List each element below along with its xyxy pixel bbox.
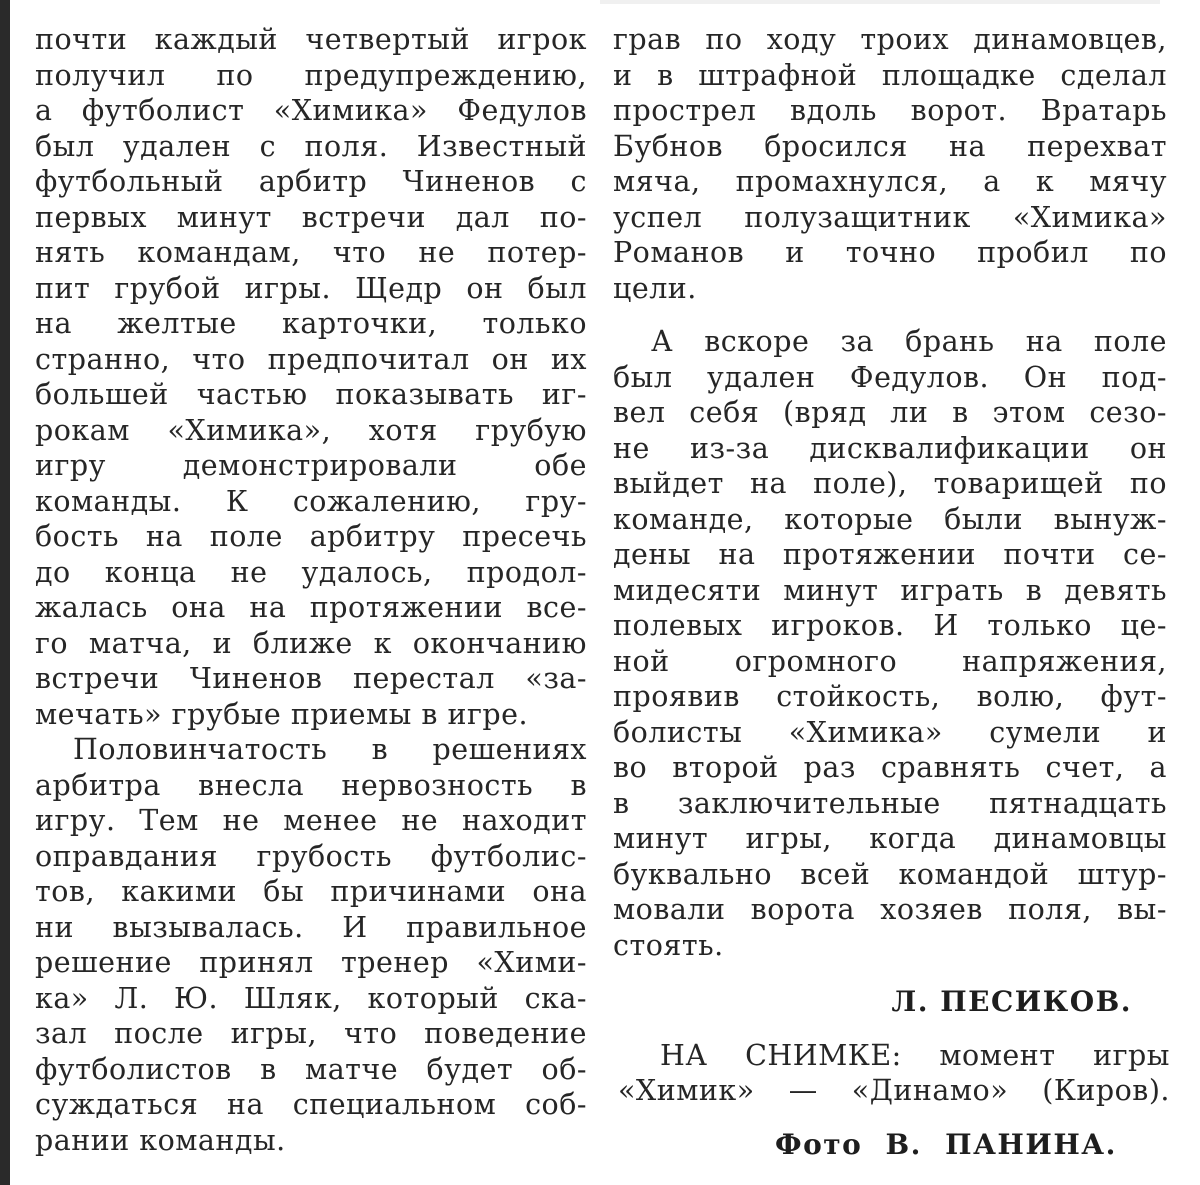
text-line: успел полузащитник «Химика» <box>613 200 1167 234</box>
left-column <box>35 22 587 1158</box>
column-rule <box>0 0 10 1185</box>
text-line: был удален с поля. Известный <box>35 129 587 163</box>
text-line: нять командам, что не потер- <box>35 236 587 269</box>
author-signature: Л. ПЕСИКОВ. <box>891 985 1132 1018</box>
text-line: арбитра внесла нервозность в <box>35 768 587 802</box>
text-line: минут игры, когда динамовцы <box>613 822 1167 855</box>
text-line: пит грубой игры. Щедр он был <box>35 271 587 305</box>
text-line: болисты «Химика» сумели и <box>613 715 1167 749</box>
text-line: игру. Тем не менее не находит <box>35 804 587 837</box>
text-line: грав по ходу троих динамовцев, <box>613 23 1167 56</box>
text-line: выйдет на поле), товарищей по <box>613 467 1167 500</box>
text-line: дены на протяжении почти се- <box>613 538 1167 571</box>
text-line: игру демонстрировали обе <box>35 449 587 482</box>
photo-caption <box>618 1038 1170 1108</box>
text-line: ной огромного напряжения, <box>613 644 1167 678</box>
photo-credit: Фото В. ПАНИНА. <box>775 1128 1117 1161</box>
text-line: ни вызывалась. И правильное <box>35 910 587 944</box>
text-line: футболистов в матче будет об- <box>35 1052 587 1086</box>
text-line: команде, которые были вынуж- <box>613 502 1167 536</box>
text-line: Романов и точно пробил по <box>613 236 1167 269</box>
text-line: мечать» грубые приемы в игре. <box>35 697 529 731</box>
text-line: ка» Л. Ю. Шляк, который ска- <box>35 981 587 1015</box>
text-line: футбольный арбитр Чиненов с <box>35 165 587 198</box>
text-line: не из-за дисквалификации он <box>613 431 1167 465</box>
paragraph-gap <box>613 306 1167 324</box>
text-line: до конца не удалось, продол- <box>35 555 587 589</box>
text-line: мидесяти минут играть в девять <box>613 573 1167 607</box>
text-line: бость на поле арбитру пресечь <box>35 520 587 553</box>
top-edge <box>600 0 1160 4</box>
text-line: во второй раз сравнять счет, а <box>613 751 1167 784</box>
text-line: в заключительные пятнадцать <box>613 786 1167 820</box>
text-line: был удален Федулов. Он под- <box>613 360 1167 394</box>
text-line: первых минут встречи дал по- <box>35 200 587 234</box>
caption-line: НА СНИМКЕ: момент игры <box>660 1039 1170 1072</box>
text-line: Бубнов бросился на перехват <box>613 129 1167 163</box>
text-line: команды. К сожалению, гру- <box>35 484 587 518</box>
text-line: тов, какими бы причинами она <box>35 875 587 908</box>
text-line: го матча, и ближе к окончанию <box>35 626 587 660</box>
text-line: мяча, промахнулся, а к мячу <box>613 165 1167 198</box>
right-column <box>613 22 1167 963</box>
text-line: проявив стойкость, волю, фут- <box>613 680 1167 713</box>
text-line: и в штрафной площадке сделал <box>613 58 1167 92</box>
text-line: на желтые карточки, только <box>35 307 587 340</box>
text-line: жалась она на протяжении все- <box>35 591 587 624</box>
text-line: вел себя (вряд ли в этом сезо- <box>613 396 1167 429</box>
text-line: мовали ворота хозяев поля, вы- <box>613 893 1167 926</box>
text-line: зал после игры, что поведение <box>35 1017 587 1050</box>
text-line: встречи Чиненов перестал «за- <box>35 662 587 695</box>
text-line: буквально всей командой штур- <box>613 857 1167 891</box>
text-line: рании команды. <box>35 1123 286 1157</box>
text-line: большей частью показывать иг- <box>35 378 587 411</box>
text-line: прострел вдоль ворот. Вратарь <box>613 94 1167 127</box>
text-line: цели. <box>613 271 697 305</box>
text-line: странно, что предпочитал он их <box>35 342 587 376</box>
text-line: почти каждый четвертый игрок <box>35 23 587 56</box>
text-line: полевых игроков. И только це- <box>613 609 1167 642</box>
text-line: решение принял тренер «Хими- <box>35 946 587 979</box>
caption-line: «Химик» — «Динамо» (Киров). <box>618 1074 1170 1107</box>
text-line: стоять. <box>613 928 724 962</box>
text-line: рокам «Химика», хотя грубую <box>35 413 587 447</box>
text-line: Половинчатость в решениях <box>73 733 587 766</box>
text-line: а футболист «Химика» Федулов <box>35 94 587 127</box>
text-line: оправдания грубость футболис- <box>35 839 587 873</box>
text-line: суждаться на специальном соб- <box>35 1088 587 1121</box>
text-line: получил по предупреждению, <box>35 58 587 92</box>
text-line: А вскоре за брань на поле <box>651 325 1167 358</box>
